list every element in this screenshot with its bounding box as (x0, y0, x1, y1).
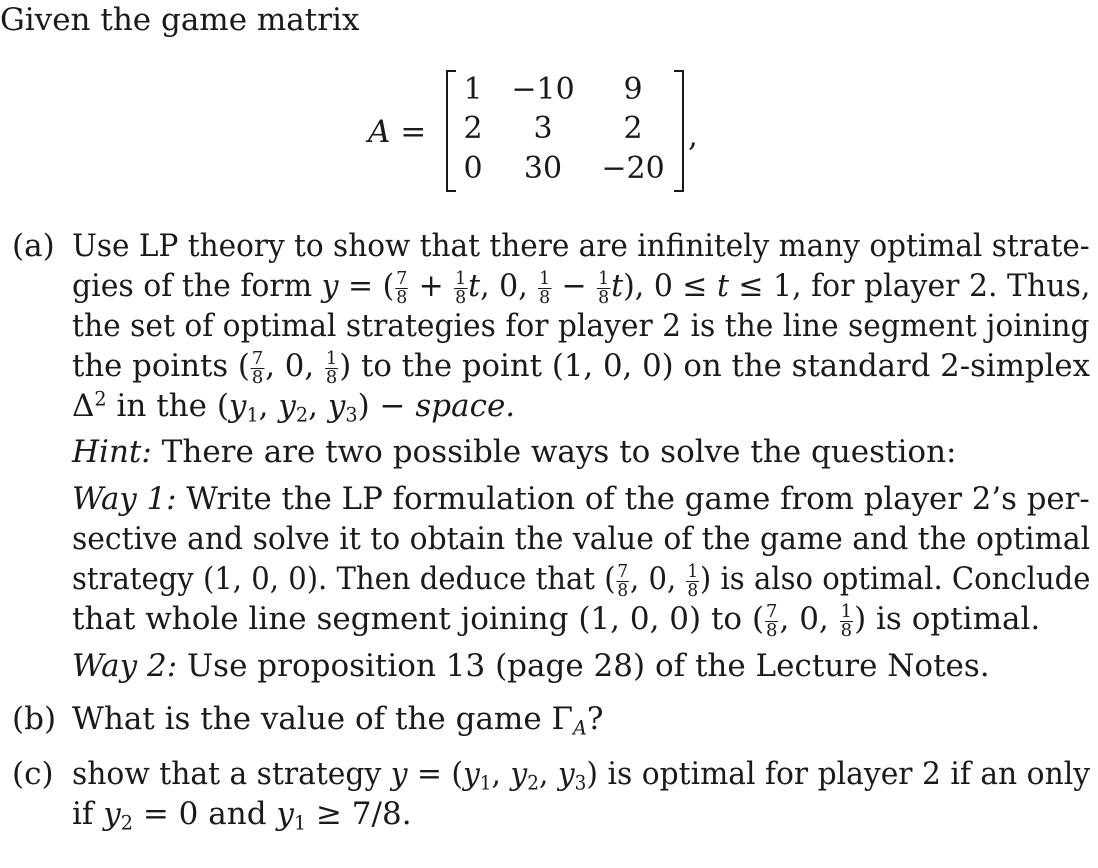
text-run: ) to the point (1, 0, 0) on the standard 2-simplex (339, 348, 1090, 384)
way1-label: Way 1: (72, 481, 177, 517)
matrix-cell: −20 (601, 151, 665, 186)
intro-text: Given the game matrix (0, 2, 360, 38)
fraction (686, 560, 699, 601)
fraction (616, 560, 629, 601)
matrix-name (368, 112, 426, 152)
fraction-denominator: 8 (598, 286, 610, 308)
subscript: 2 (120, 811, 133, 835)
fraction (454, 267, 467, 308)
subscript: 3 (574, 771, 587, 795)
fraction-numerator: 1 (455, 267, 467, 289)
text-run: = ( (407, 756, 463, 792)
fraction-numerator: 7 (251, 347, 264, 369)
matrix-trailing-comma: , (688, 118, 698, 154)
text-run: , 0, (779, 601, 839, 637)
subscript: 3 (345, 403, 358, 427)
text-run: Use proposition 13 (page 28) of the Lecture Notes. (177, 648, 990, 684)
part-c-line (72, 794, 412, 834)
matrix-cell: 9 (623, 72, 643, 107)
subscript: 1 (246, 403, 259, 427)
fraction-denominator: 8 (251, 366, 264, 388)
text-run: − (552, 268, 597, 304)
way2-label: Way 2: (72, 648, 178, 684)
hint-line (72, 432, 957, 472)
text-run: + (409, 268, 454, 304)
superscript: 2 (94, 387, 107, 411)
text-run: , 0, (630, 561, 686, 597)
text-run: ) is also optimal. Conclude (699, 561, 1091, 597)
math-var: y (327, 388, 346, 424)
part-b-line (72, 699, 604, 739)
text-run: ) is optimal. (854, 601, 1041, 637)
subscript: 1 (293, 811, 307, 835)
text-run: in the ( (106, 388, 229, 424)
fraction (251, 347, 264, 388)
equals-sign: = (400, 114, 427, 150)
text-run: ? (586, 701, 604, 737)
text-run: What is the value of the game (72, 701, 552, 737)
text-run: the points ( (72, 348, 250, 384)
text-run: that whole line segment joining (1, 0, 0) to ( (72, 601, 765, 637)
part-a-line (72, 386, 515, 426)
fraction-denominator: 8 (325, 366, 338, 388)
math-var: y (228, 388, 247, 424)
part-a-label: (a) (12, 228, 55, 264)
math-var: y (557, 756, 575, 792)
part-b-label: (b) (12, 701, 57, 737)
fraction-denominator: 8 (396, 286, 408, 308)
subscript: A (573, 716, 587, 740)
fraction-numerator: 7 (766, 600, 778, 622)
matrix-symbol: A (368, 114, 391, 150)
fraction (597, 267, 610, 308)
fraction-numerator: 1 (539, 267, 551, 289)
part-c-label: (c) (12, 756, 54, 792)
matrix-cell: 1 (463, 72, 483, 107)
text-run: show that a strategy (72, 756, 391, 792)
part-a-line: the set of optimal strategies for player 2 is the line segment joining (72, 308, 1090, 344)
matrix-cell: 0 (463, 151, 483, 186)
text-run: ≥ 7/8. (306, 796, 412, 832)
math-var: y (321, 268, 339, 304)
way1-line (72, 599, 1040, 640)
math-var: y (510, 756, 528, 792)
fraction-denominator: 8 (766, 619, 778, 641)
matrix-cell: 3 (533, 111, 553, 146)
way1-line (72, 559, 1090, 600)
text-run: strategy (1, 0, 0). Then deduce that ( (72, 561, 616, 597)
math-var: y (276, 796, 294, 832)
text-run: Write the LP formulation of the game from player 2’s per- (176, 481, 1090, 517)
way1-line (72, 479, 1090, 519)
fraction-numerator: 1 (687, 560, 699, 582)
fraction-denominator: 8 (617, 579, 629, 601)
subscript: 2 (295, 403, 309, 427)
matrix-cell: −10 (511, 72, 575, 107)
text-run: ), 0 ≤ (623, 268, 717, 304)
part-a-line (72, 266, 1090, 307)
fraction-numerator: 1 (840, 600, 853, 622)
text-run: = 0 and (132, 796, 277, 832)
text-run: , 0, (265, 348, 324, 384)
text-run: There are two possible ways to solve the question: (151, 434, 957, 470)
fraction-denominator: 8 (687, 579, 699, 601)
text-run: ≤ 1, (728, 268, 802, 304)
matrix-brackets (446, 70, 684, 192)
fraction-denominator: 8 (840, 619, 853, 641)
math-var: y (462, 756, 480, 792)
math-var: y (278, 388, 296, 424)
text-run: for player 2. Thus, (801, 268, 1091, 304)
comma: , (491, 756, 511, 792)
math-var: y (103, 796, 121, 832)
part-c-line (72, 754, 1090, 794)
text-run: ) − (357, 388, 416, 424)
fraction (325, 347, 338, 388)
fraction-numerator: 7 (396, 267, 408, 289)
fraction-numerator: 1 (598, 267, 610, 289)
gamma-symbol: Γ (551, 701, 574, 737)
fraction (538, 267, 551, 308)
text-run: if (72, 796, 104, 832)
matrix-cell: 30 (523, 151, 563, 186)
text-run: , 0, (480, 268, 538, 304)
text-run: space. (415, 388, 516, 424)
matrix-cell: 2 (623, 111, 643, 146)
fraction-numerator: 7 (617, 560, 629, 582)
delta-symbol: Δ (72, 388, 95, 424)
way1-line: sective and solve it to obtain the value of the game and the optimal (72, 521, 1091, 557)
fraction-denominator: 8 (539, 286, 551, 308)
fraction (840, 600, 853, 641)
comma: , (308, 388, 328, 424)
fraction (395, 267, 408, 308)
comma: , (538, 756, 558, 792)
part-a-line: Use LP theory to show that there are infinitely many optimal strate- (72, 228, 1090, 264)
part-a-line (72, 346, 1090, 387)
math-var: y (390, 756, 408, 792)
fraction (765, 600, 778, 641)
comma: , (258, 388, 279, 424)
matrix-cell: 2 (463, 111, 483, 146)
subscript: 2 (527, 771, 539, 795)
math-var: t (468, 268, 481, 304)
math-var: t (611, 268, 624, 304)
subscript: 1 (479, 771, 492, 795)
hint-label: Hint: (72, 434, 152, 470)
math-var: t (716, 268, 729, 304)
text-run: ) is optimal for player 2 if an only (586, 756, 1091, 792)
text-run: gies of the form (72, 268, 322, 304)
fraction-numerator: 1 (325, 347, 338, 369)
fraction-denominator: 8 (455, 286, 467, 308)
way2-line (72, 646, 990, 686)
text-run: = ( (338, 268, 395, 304)
